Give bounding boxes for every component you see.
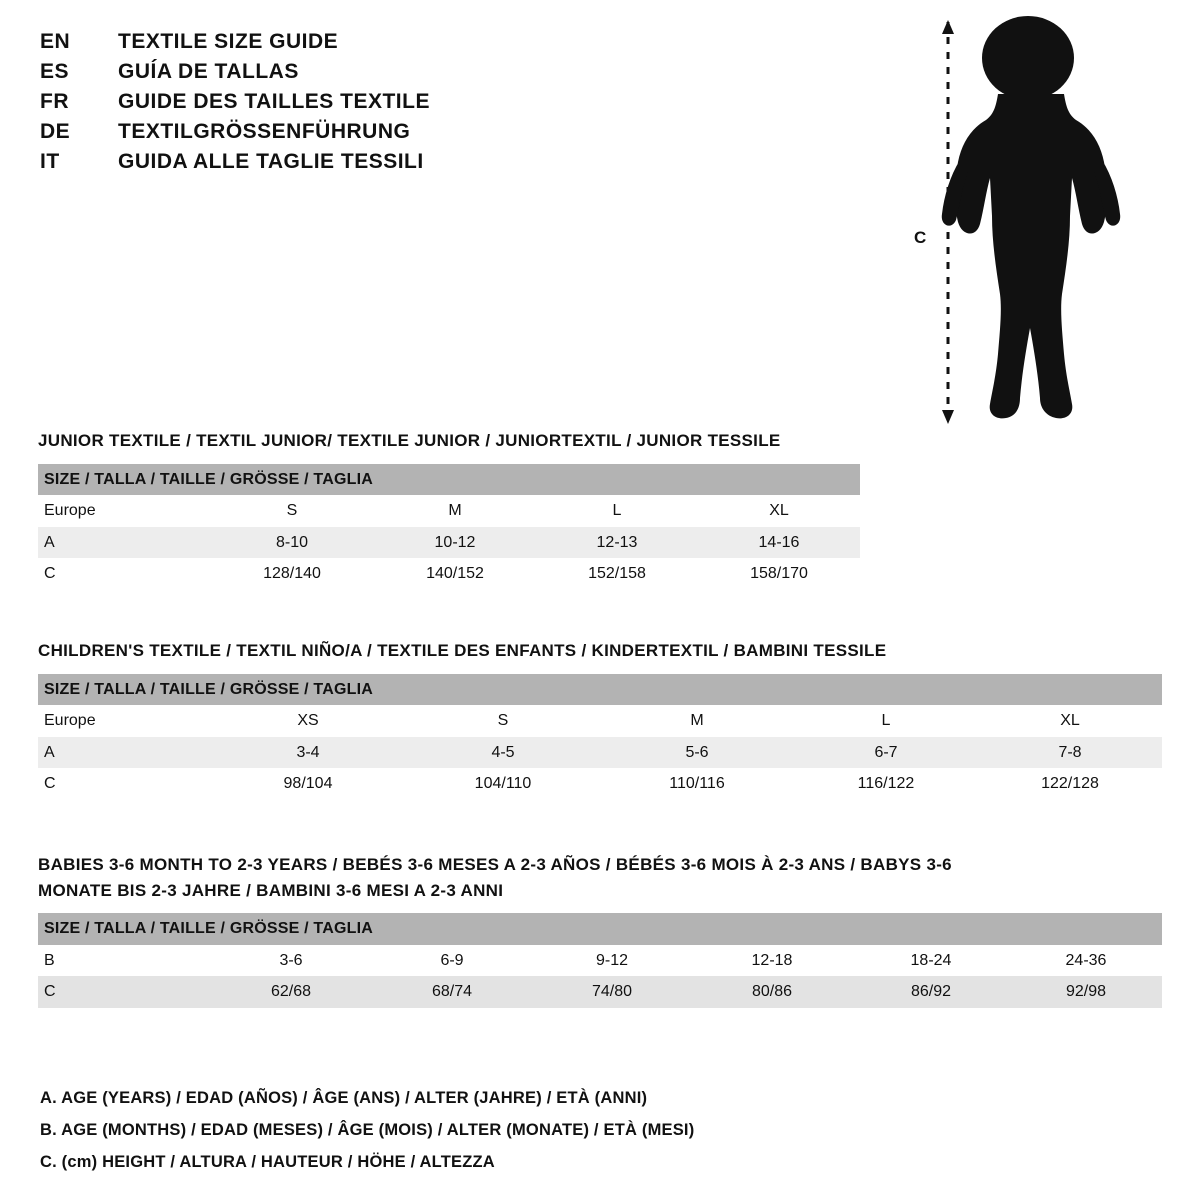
children-c-xs: 98/104 bbox=[283, 775, 333, 793]
junior-europe-xl: XL bbox=[769, 502, 789, 520]
section-babies-textile bbox=[38, 852, 1162, 1008]
children-size-table bbox=[38, 674, 1162, 800]
language-code-fr: FR bbox=[40, 90, 69, 113]
children-row-c bbox=[38, 768, 1162, 800]
junior-c-s: 128/140 bbox=[263, 565, 321, 583]
babies-c-6-9: 68/74 bbox=[431, 983, 473, 1001]
junior-a-l: 12-13 bbox=[596, 533, 638, 551]
section-junior-title: JUNIOR TEXTILE / TEXTIL JUNIOR/ TEXTILE JUNIOR / JUNIORTEXTIL / JUNIOR TESSILE bbox=[38, 431, 781, 450]
language-title-it: GUIDA ALLE TAGLIE TESSILI bbox=[118, 150, 424, 173]
section-babies-title: BABIES 3-6 MONTH TO 2-3 YEARS / BEBÉS 3-6 MESES A 2-3 AÑOS / BÉBÉS 3-6 MOIS À 2-3 ANS / BABYS 3-6 MONATE BIS 2-3 JAHRE / BAMBINI 3-6 MESI A 2-3 ANNI bbox=[38, 855, 952, 900]
babies-size-table bbox=[38, 913, 1162, 1008]
children-c-xl: 122/128 bbox=[1041, 775, 1099, 793]
junior-band-label: SIZE / TALLA / TAILLE / GRÖSSE / TAGLIA bbox=[44, 470, 373, 488]
children-row-a bbox=[38, 737, 1162, 769]
children-europe-xs: XS bbox=[297, 712, 319, 730]
junior-europe-l: L bbox=[612, 502, 622, 520]
babies-row-c bbox=[38, 976, 1162, 1008]
height-measure-label: C bbox=[914, 228, 927, 247]
babies-c-9-12: 74/80 bbox=[591, 983, 633, 1001]
babies-b-3-6: 3-6 bbox=[279, 951, 303, 969]
children-c-s: 104/110 bbox=[474, 775, 532, 793]
language-row-de bbox=[40, 120, 600, 144]
junior-band-row bbox=[38, 464, 860, 496]
children-europe-xl: XL bbox=[1060, 712, 1080, 730]
children-a-xs: 3-4 bbox=[296, 743, 320, 761]
language-title-es: GUÍA DE TALLAS bbox=[118, 60, 299, 83]
children-row-c-label: C bbox=[44, 775, 56, 793]
junior-c-l: 152/158 bbox=[588, 565, 646, 583]
junior-c-m: 140/152 bbox=[426, 565, 484, 583]
junior-row-europe-label: Europe bbox=[44, 502, 96, 520]
junior-a-xl: 14-16 bbox=[758, 533, 800, 551]
babies-b-18-24: 18-24 bbox=[910, 951, 952, 969]
children-c-l: 116/122 bbox=[857, 775, 915, 793]
children-a-s: 4-5 bbox=[491, 743, 515, 761]
language-code-de: DE bbox=[40, 120, 71, 143]
junior-row-a bbox=[38, 527, 860, 559]
language-title-block bbox=[40, 30, 600, 180]
children-row-europe bbox=[38, 705, 1162, 737]
language-row-fr bbox=[40, 90, 600, 114]
language-title-fr: GUIDE DES TAILLES TEXTILE bbox=[118, 90, 430, 113]
junior-europe-s: S bbox=[286, 502, 298, 520]
babies-band-label: SIZE / TALLA / TAILLE / GRÖSSE / TAGLIA bbox=[44, 920, 373, 937]
junior-a-m: 10-12 bbox=[434, 533, 476, 551]
junior-row-c-label: C bbox=[44, 565, 56, 583]
babies-row-b-label: B bbox=[44, 951, 55, 969]
section-children-title: CHILDREN'S TEXTILE / TEXTIL NIÑO/A / TEXTILE DES ENFANTS / KINDERTEXTIL / BAMBINI TESSILE bbox=[38, 641, 887, 660]
babies-b-24-36: 24-36 bbox=[1065, 951, 1107, 969]
junior-size-table bbox=[38, 464, 860, 590]
babies-c-3-6: 62/68 bbox=[270, 983, 312, 1001]
junior-a-s: 8-10 bbox=[275, 533, 309, 551]
children-band-row bbox=[38, 674, 1162, 706]
language-title-en: TEXTILE SIZE GUIDE bbox=[118, 30, 339, 53]
junior-row-a-label: A bbox=[44, 533, 55, 551]
legend-a: A. AGE (YEARS) / EDAD (AÑOS) / ÂGE (ANS) / ALTER (JAHRE) / ETÀ (ANNI) bbox=[40, 1089, 648, 1107]
language-title-de: TEXTILGRÖSSENFÜHRUNG bbox=[118, 120, 411, 143]
junior-row-europe bbox=[38, 495, 860, 527]
babies-c-12-18: 80/86 bbox=[751, 983, 793, 1001]
children-a-l: 6-7 bbox=[874, 743, 898, 761]
children-europe-m: M bbox=[690, 712, 704, 730]
children-a-xl: 7-8 bbox=[1058, 743, 1082, 761]
children-a-m: 5-6 bbox=[685, 743, 709, 761]
babies-row-c-label: C bbox=[44, 983, 56, 1001]
babies-b-9-12: 9-12 bbox=[595, 951, 629, 969]
children-europe-l: L bbox=[881, 712, 891, 730]
language-code-it: IT bbox=[40, 150, 60, 173]
language-row-es bbox=[40, 60, 600, 84]
junior-row-c bbox=[38, 558, 860, 590]
language-code-en: EN bbox=[40, 30, 71, 53]
children-row-a-label: A bbox=[44, 743, 55, 761]
babies-b-6-9: 6-9 bbox=[440, 951, 464, 969]
babies-row-b bbox=[38, 945, 1162, 977]
child-silhouette-figure bbox=[900, 10, 1150, 430]
babies-c-18-24: 86/92 bbox=[910, 983, 952, 1001]
section-children-textile bbox=[38, 638, 1162, 800]
language-code-es: ES bbox=[40, 60, 70, 83]
junior-europe-m: M bbox=[448, 502, 462, 520]
children-europe-s: S bbox=[497, 712, 509, 730]
legend-block bbox=[40, 1089, 1160, 1172]
legend-c: C. (cm) HEIGHT / ALTURA / HAUTEUR / HÖHE / ALTEZZA bbox=[40, 1153, 495, 1171]
children-band-label: SIZE / TALLA / TAILLE / GRÖSSE / TAGLIA bbox=[44, 680, 373, 698]
babies-c-24-36: 92/98 bbox=[1065, 983, 1107, 1001]
section-junior-textile bbox=[38, 428, 1162, 590]
language-row-en bbox=[40, 30, 600, 54]
children-c-m: 110/116 bbox=[669, 775, 725, 793]
child-silhouette-icon bbox=[900, 10, 1150, 430]
babies-band-row bbox=[38, 913, 1162, 945]
babies-b-12-18: 12-18 bbox=[751, 951, 793, 969]
language-row-it bbox=[40, 150, 600, 174]
legend-b: B. AGE (MONTHS) / EDAD (MESES) / ÂGE (MOIS) / ALTER (MONATE) / ETÀ (MESI) bbox=[40, 1121, 695, 1139]
children-row-europe-label: Europe bbox=[44, 712, 96, 730]
junior-c-xl: 158/170 bbox=[750, 565, 808, 583]
